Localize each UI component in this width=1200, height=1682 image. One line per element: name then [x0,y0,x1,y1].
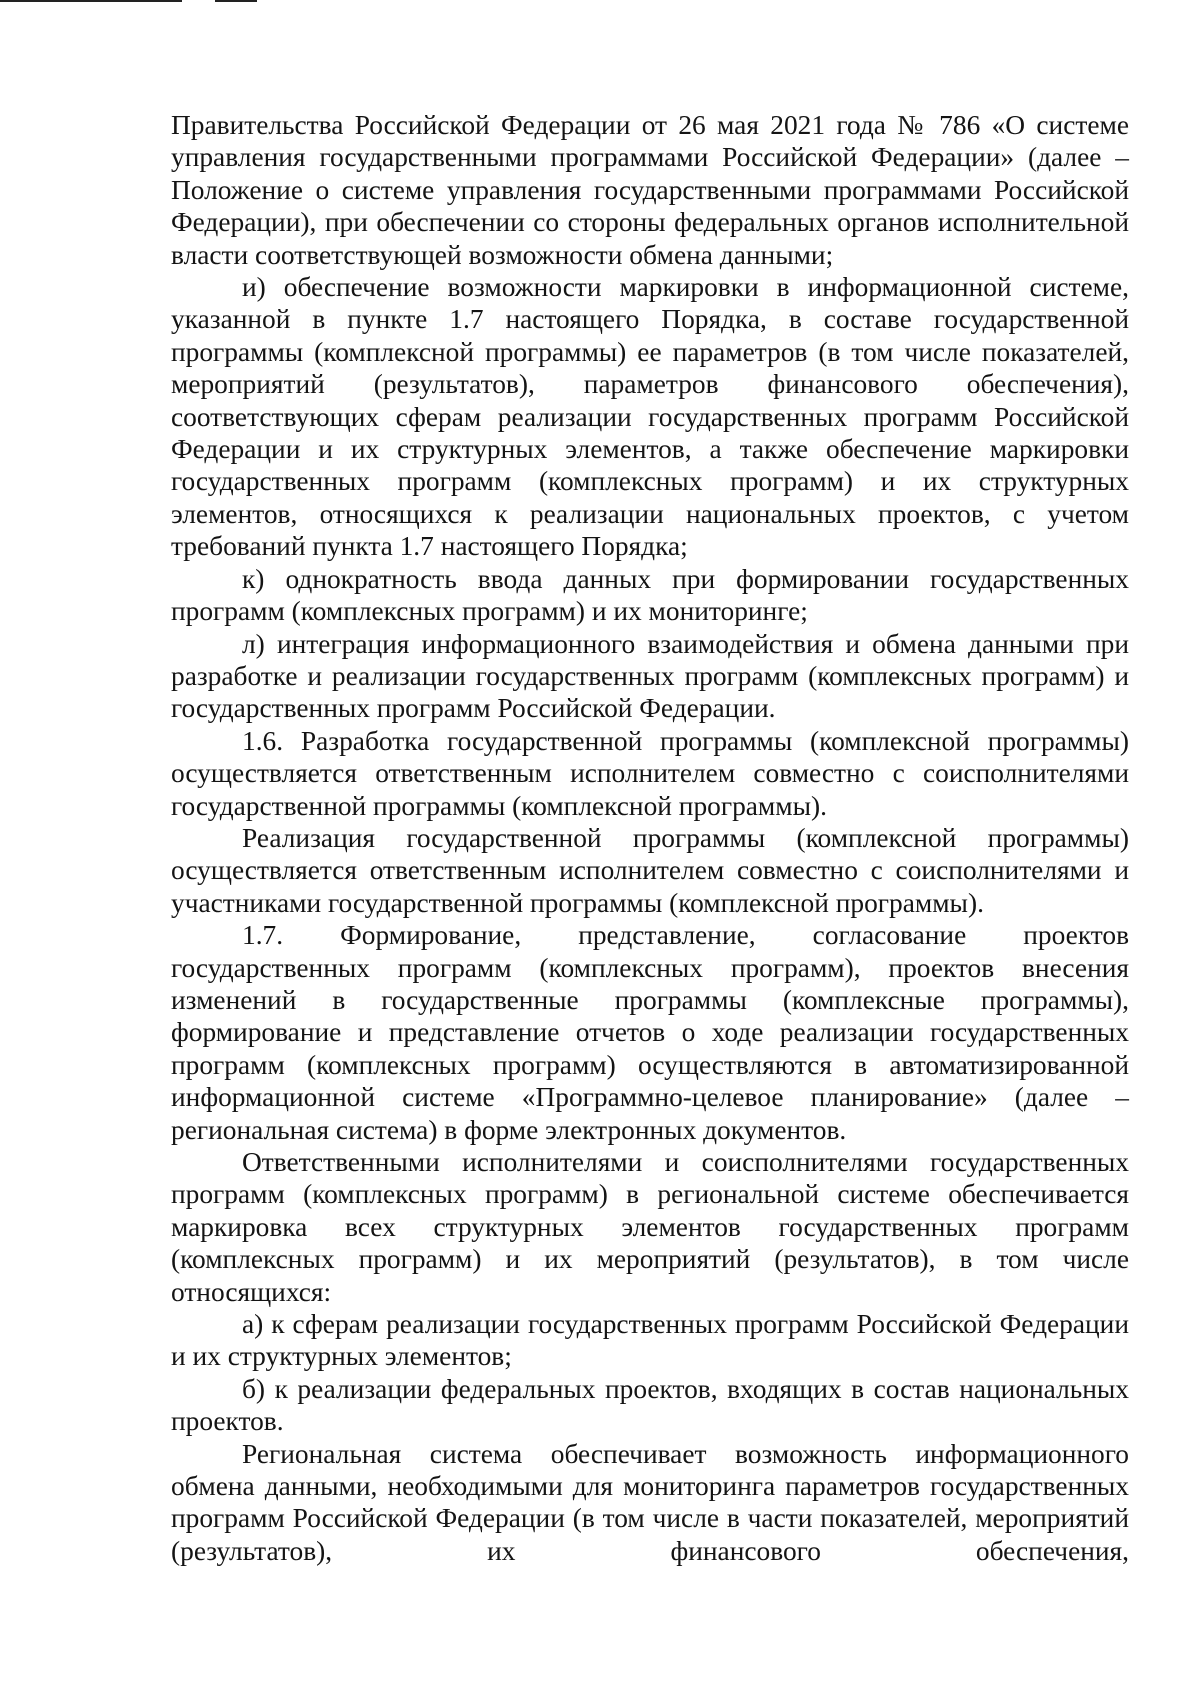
paragraph-marking: Ответственными исполнителями и соисполнителями государственных программ (комплексных программ) в региональной системе обеспечивается маркировка всех структурных элементов государственных программ (комплексных программ) и их мероприятий (результатов), в том числе относящихся: [171,1147,1129,1307]
paragraph-section-1-6: 1.6. Разработка государственной программы (комплексной программы) осуществляется ответственным исполнителем совместно с соисполнителями государственной программы (комплексной программы). [171,725,1129,821]
paragraph-implementation: Реализация государственной программы (комплексной программы) осуществляется ответственным исполнителем совместно с соисполнителями и участниками государственной программы (комплексной программы). [171,822,1129,918]
paragraph-section-1-7: 1.7. Формирование, представление, согласование проектов государственных программ (комплексных программ), проектов внесения изменений в государственные программы (комплексные программы), формирование и представление отчетов о ходе реализации государственных программ (комплексных программ) осуществляются в автоматизированной информационной системе «Программно-целевое планирование» (далее – региональная система) в форме электронных документов. [171,920,1129,1145]
paragraph-item-a: а) к сферам реализации государственных программ Российской Федерации и их структурных элементов; [171,1309,1129,1372]
paragraph-item-i: и) обеспечение возможности маркировки в информационной системе, указанной в пункте 1.7 настоящего Порядка, в составе государственной программы (комплексной программы) ее параметров (в том числе показателей, мероприятий (результатов), параметров финансового обеспечения), соответствующих сферам реализации государственных программ Российской Федерации и их структурных элементов, а также обеспечение маркировки государственных программ (комплексных программ) и их структурных элементов, относящихся к реализации национальных проектов, с учетом требований пункта 1.7 настоящего Порядка; [171,272,1129,562]
paragraph-item-l: л) интеграция информационного взаимодействия и обмена данными при разработке и реализации государственных программ (комплексных программ) и государственных программ Российской Федерации. [171,628,1129,724]
paragraph-item-k: к) однократность ввода данных при формировании государственных программ (комплексных программ) и их мониторинге; [171,563,1129,627]
document-page [171,109,1129,1567]
paragraph-continuation: Правительства Российской Федерации от 26 мая 2021 года № 786 «О системе управления государственными программами Российской Федерации» (далее – Положение о системе управления государственными программами Российской Федерации), при обеспечении со стороны федеральных органов исполнительной власти соответствующей возможности обмена данными; [171,110,1129,270]
paragraph-regional-system: Региональная система обеспечивает возможность информационного обмена данными, необходимыми для мониторинга параметров государственных программ Российской Федерации (в том числе в части показателей, мероприятий (результатов), их финансового обеспечения, [171,1438,1129,1566]
paragraph-item-b: б) к реализации федеральных проектов, входящих в состав национальных проектов. [171,1373,1129,1437]
scan-edge-mark [0,0,182,2]
scan-edge-mark [215,0,257,2]
